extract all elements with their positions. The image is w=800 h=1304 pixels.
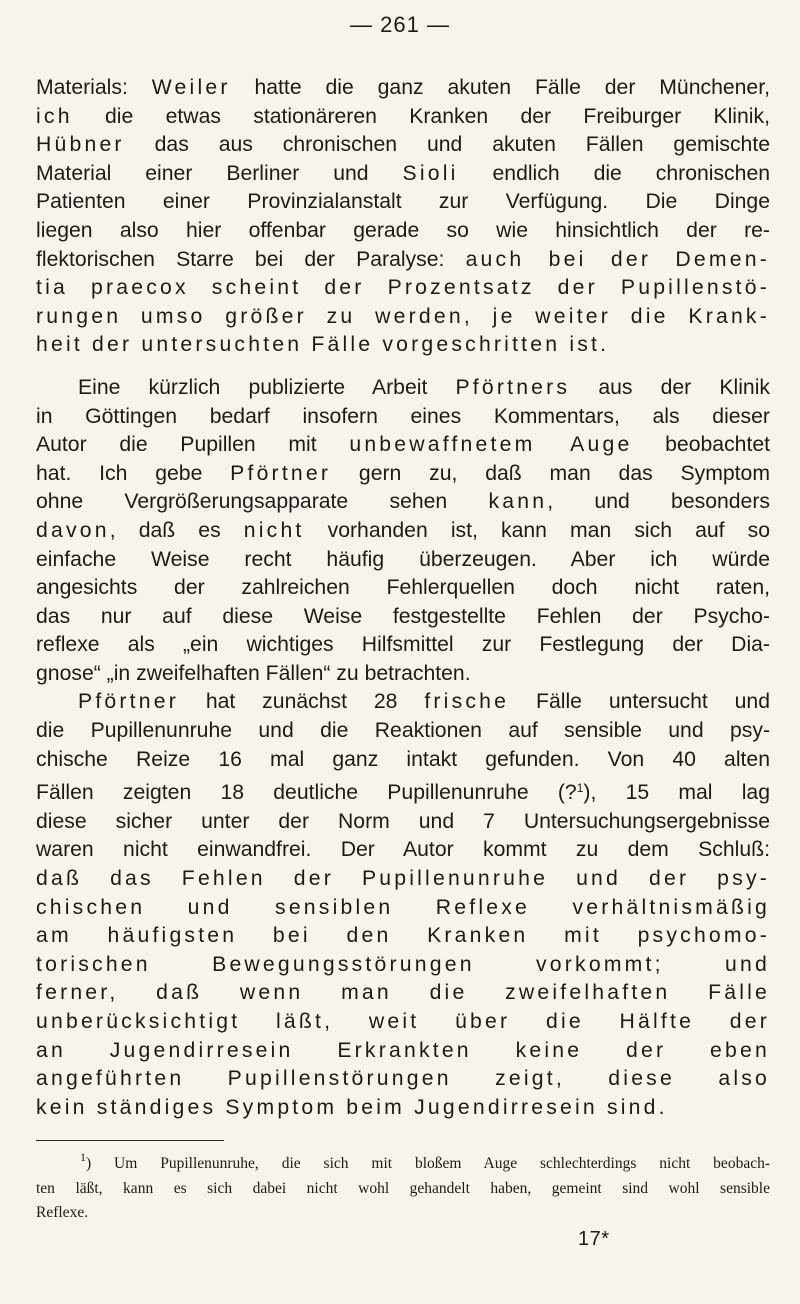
text-line: Pförtner hat zunächst 28 frische Fälle untersucht und: [78, 690, 770, 714]
text-line: die Pupillenunruhe und die Reaktionen auf sensible und psy-: [36, 719, 770, 743]
footnote-marker: 1: [576, 781, 584, 796]
paragraph-2: [36, 360, 770, 689]
text-line: Material einer Berliner und Sioli endlich die chronischen: [36, 161, 771, 185]
text-line: hat. Ich gebe Pförtner gern zu, daß man das Symptom: [36, 461, 770, 485]
footnote-line: Reflexe.: [36, 1204, 89, 1221]
text-line: einfache Weise recht häufig überzeugen. Aber ich würde: [36, 547, 770, 571]
text-line: [36, 951, 770, 980]
spaced-emphasis: heit der untersuchten Fälle vorgeschritten ist.: [36, 333, 610, 357]
spaced-emphasis: kein ständiges Symptom beim Jugendirresein sind.: [36, 1095, 668, 1119]
text-line: [36, 922, 770, 951]
spaced-emphasis: an Jugendirresein Erkrankten keine der eben: [36, 1038, 770, 1062]
spaced-emphasis: angeführten Pupillenstörungen zeigt, diese also: [36, 1067, 770, 1091]
spaced-emphasis: auch bei der Demen-: [465, 247, 770, 271]
spaced-emphasis: ferner, daß wenn man die zweifelhaften Fälle: [36, 981, 770, 1005]
text-line: flektorischen Starre bei der Paralyse: auch bei der Demen-: [36, 247, 770, 271]
spaced-emphasis: tia praecox scheint der Prozentsatz der Pupillenstö-: [36, 276, 770, 300]
spaced-emphasis: am häufigsten bei den Kranken mit psychomo-: [36, 924, 770, 948]
text-line: [36, 1094, 770, 1123]
spaced-emphasis: kann: [488, 490, 548, 514]
footnote-rule: [36, 1140, 224, 1141]
text-line: ohne Vergrößerungsapparate sehen kann, und besonders: [36, 490, 770, 514]
text-line: [36, 303, 770, 332]
text-line: [36, 331, 770, 360]
paragraph-gap: [36, 360, 770, 374]
spaced-emphasis: daß das Fehlen der Pupillenunruhe und der psy-: [36, 867, 770, 891]
text-line: waren nicht einwandfrei. Der Autor kommt zu dem Schluß:: [36, 838, 770, 862]
spaced-emphasis: chischen und sensiblen Reflexe verhältnismäßig: [36, 895, 770, 919]
spaced-emphasis: davon: [36, 518, 110, 542]
text-line: ich die etwas stationäreren Kranken der Freiburger Klinik,: [36, 104, 770, 128]
signature-mark: 17*: [578, 1228, 610, 1250]
spaced-emphasis: Pförtner: [230, 461, 332, 485]
text-line: das nur auf diese Weise festgestellte Fehlen der Psycho-: [36, 604, 770, 628]
page-number: — 261 —: [350, 12, 450, 37]
text-line: diese sicher unter der Norm und 7 Untersuchungsergebnisse: [36, 809, 770, 833]
text-line: [36, 1065, 770, 1094]
spaced-emphasis: torischen Bewegungsstörungen vorkommt; und: [36, 952, 770, 976]
text-line: Patienten einer Provinzialanstalt zur Verfügung. Die Dinge: [36, 190, 770, 214]
text-line: liegen also hier offenbar gerade so wie hinsichtlich der re-: [36, 218, 770, 242]
footnote-line: $^1$) Um Pupillenunruhe, die sich mit bloßem Auge schlechterdings nicht beobach-: [80, 1150, 770, 1172]
spaced-emphasis: unbewaffnetem Auge: [349, 433, 633, 457]
text-line: [36, 1037, 770, 1066]
spaced-emphasis: Pförtners: [455, 375, 571, 399]
text-line: in Göttingen bedarf insofern eines Kommentars, als dieser: [36, 404, 770, 428]
text-line: davon, daß es nicht vorhanden ist, kann man sich auf so: [36, 518, 770, 542]
spaced-emphasis: frische: [424, 690, 510, 714]
text-line: Fällen zeigten 18 deutliche Pupillenunruhe (?$^1$), 15 mal lag: [36, 781, 770, 805]
text-line: Eine kürzlich publizierte Arbeit Pförtners aus der Klinik: [78, 375, 770, 399]
paragraph-3: [36, 688, 770, 1122]
text-line: [36, 1008, 770, 1037]
text-line: Autor die Pupillen mit unbewaffnetem Auge beobachtet: [36, 433, 771, 457]
text-line: [36, 274, 770, 303]
spaced-emphasis: Hübner: [36, 133, 125, 157]
spaced-emphasis: Pförtner: [78, 690, 179, 714]
footnote-line: ten läßt, kann es sich dabei nicht wohl gehandelt haben, gemeint sind wohl sensible: [36, 1179, 770, 1197]
text-line: reflexe als „ein wichtiges Hilfsmittel zur Festlegung der Dia-: [36, 633, 770, 657]
text-line: [36, 865, 770, 894]
text-line: [36, 979, 770, 1008]
spaced-emphasis: Weiler: [151, 76, 231, 99]
body-text: [36, 74, 770, 1122]
text-line: Hübner das aus chronischen und akuten Fällen gemischte: [36, 133, 770, 157]
spaced-emphasis: ich: [36, 104, 73, 128]
footnote-marker: 1: [80, 1150, 86, 1164]
text-line: Materials: Weiler hatte die ganz akuten Fälle der Münchener,: [36, 76, 770, 99]
paragraph-1: [36, 74, 770, 360]
spaced-emphasis: nicht: [243, 518, 305, 542]
text-line: gnose“ „in zweifelhaften Fällen“ zu betrachten.: [36, 661, 471, 685]
footnote: [36, 1145, 770, 1226]
spaced-emphasis: unberücksichtigt läßt, weit über die Hälfte der: [36, 1010, 770, 1033]
text-line: chische Reize 16 mal ganz intakt gefunden. Von 40 alten: [36, 747, 770, 771]
spaced-emphasis: Sioli: [402, 161, 459, 185]
text-line: [36, 894, 770, 923]
spaced-emphasis: rungen umso größer zu werden, je weiter die Krank-: [36, 304, 770, 328]
text-line: angesichts der zahlreichen Fehlerquellen doch nicht raten,: [36, 576, 770, 600]
